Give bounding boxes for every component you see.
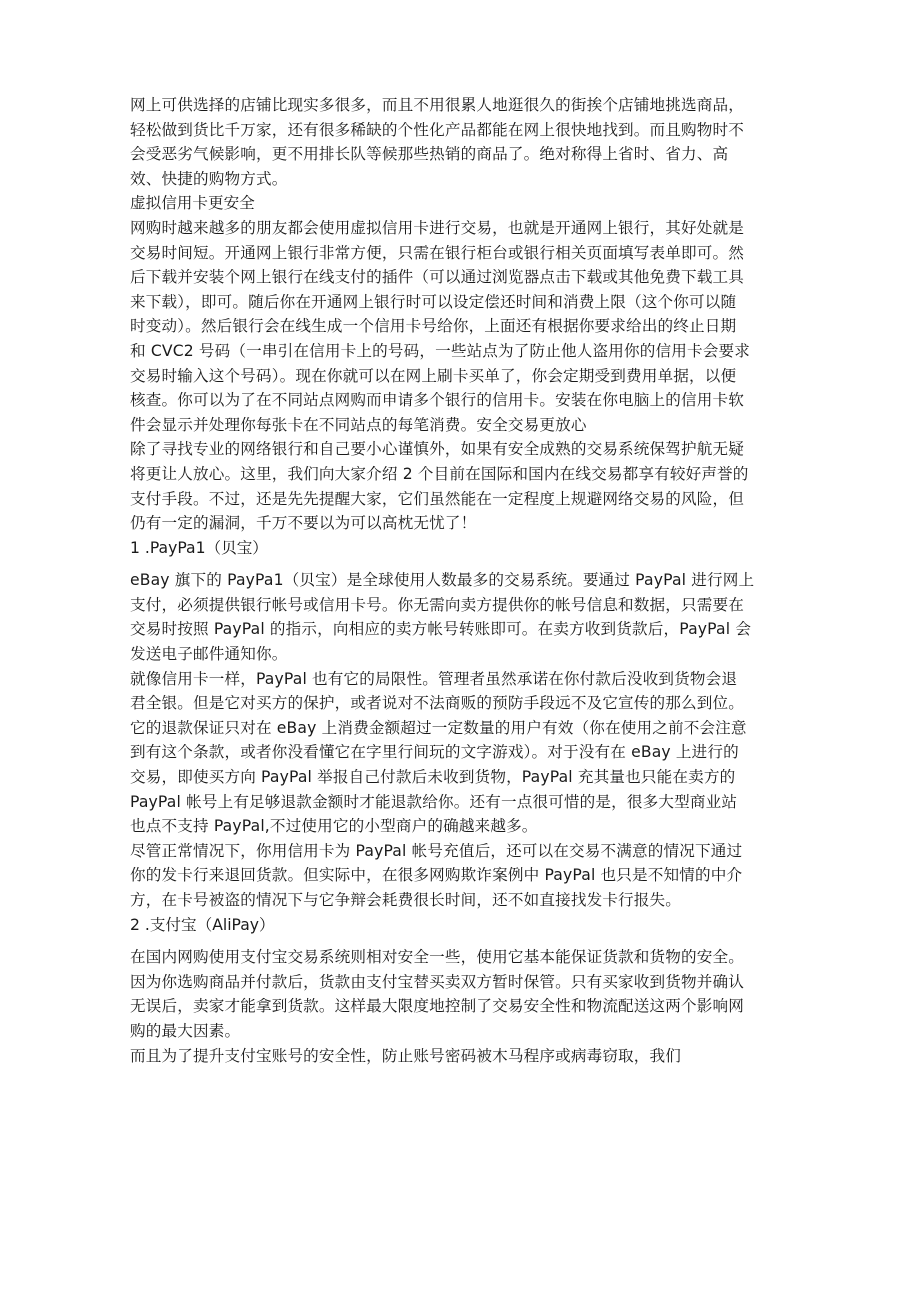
text-line: 就像信用卡一样，PayPal 也有它的局限性。管理者虽然承诺在你付款后没收到货物会退 — [130, 669, 738, 688]
text-line: 后下载并安装个网上银行在线支付的插件（可以通过浏览器点击下载或其他免费下载工具 — [130, 268, 745, 287]
paragraph — [130, 437, 798, 535]
paragraph — [130, 568, 798, 666]
section-heading: 1 .PayPa1（贝宝） — [130, 538, 268, 557]
text-line: 无误后，卖家才能拿到货款。这样最大限度地控制了交易安全性和物流配送这两个影响网 — [130, 997, 745, 1016]
text-line: 来下载），即可。随后你在开通网上银行时可以设定偿还时间和消费上限（这个你可以随 — [130, 292, 737, 311]
text-line: 在国内网购使用支付宝交易系统则相对安全一些，使用它基本能保证货款和货物的安全。 — [130, 948, 745, 967]
paragraph — [130, 93, 798, 191]
text-line: 尽管正常情况下，你用信用卡为 PayPal 帐号充值后，还可以在交易不满意的情况下通过 — [130, 841, 743, 860]
text-line: PayPal 帐号上有足够退款金额时才能退款给你。还有一点很可惜的是，很多大型商业站 — [130, 792, 738, 811]
spacer — [130, 560, 798, 568]
text-line: 支付手段。不过，还是先先提醒大家，它们虽然能在一定程度上规避网络交易的风险，但 — [130, 489, 745, 508]
text-line: 时变动）。然后银行会在线生成一个信用卡号给你，上面还有根据你要求给出的终止日期 — [130, 317, 737, 336]
text-line: 网上可供选择的店铺比现实多很多，而且不用很累人地逛很久的街挨个店铺地挑选商品， — [130, 96, 745, 114]
text-line: 也点不支持 PayPal,不过使用它的小型商户的确越来越多。 — [130, 817, 538, 836]
text-line: 因为你选购商品并付款后，货款由支付宝替买卖双方暂时保管。只有买家收到货物并确认 — [130, 972, 745, 991]
text-line: 将更让人放心。这里，我们向大家介绍 2 个目前在国际和国内在线交易都享有较好声誉的 — [130, 464, 749, 483]
text-line: eBay 旗下的 PayPa1（贝宝）是全球使用人数最多的交易系统。要通过 PayPal 进行网上 — [130, 571, 755, 590]
paragraph — [130, 839, 798, 913]
text-line: 而且为了提升支付宝账号的安全性，防止账号密码被木马程序或病毒窃取，我们 — [130, 1046, 682, 1065]
text-line: 交易时按照 PayPal 的指示，向相应的卖方帐号转账即可。在卖方收到货款后，PayPal 会 — [130, 620, 752, 639]
text-line: 支付，必须提供银行帐号或信用卡号。你无需向卖方提供你的帐号信息和数据，只需要在 — [130, 595, 745, 614]
text-line: 交易，即使买方向 PayPal 举报自己付款后未收到货物，PayPal 充其量也只能在卖方的 — [130, 768, 736, 787]
text-line: 仍有一定的漏洞，千万不要以为可以高枕无忧了！ — [130, 514, 477, 533]
text-line: 核查。你可以为了在不同站点网购而申请多个银行的信用卡。安装在你电脑上的信用卡软 — [130, 391, 745, 410]
text-line: 购的最大因素。 — [130, 1021, 241, 1040]
text-line: 它的退款保证只对在 eBay 上消费金额超过一定数量的用户有效（你在使用之前不会注意 — [130, 718, 747, 737]
text-line: 件会显示并处理你每张卡在不同站点的每笔消费。安全交易更放心 — [130, 415, 587, 434]
section-heading: 虚拟信用卡更安全 — [130, 194, 255, 213]
text-line: 发送电子邮件通知你。 — [130, 645, 288, 664]
text-line: 方，在卡号被盗的情况下与它争辩会耗费很长时间，还不如直接找发卡行报失。 — [130, 891, 682, 909]
text-line: 效、快捷的购物方式。 — [130, 169, 288, 188]
text-line: 君全银。但是它对买方的保护，或者说对不法商贩的预防手段远不及它宣传的那么到位。 — [130, 694, 745, 713]
text-line: 会受恶劣气候影响，更不用排长队等候那些热销的商品了。绝对称得上省时、省力、高 — [130, 145, 729, 164]
section-heading: 2 .支付宝（AliPay） — [130, 915, 275, 934]
document-body — [130, 93, 798, 1068]
text-line: 你的发卡行来退回货款。但实际中，在很多网购欺诈案例中 PayPal 也只是不知情的中介 — [130, 866, 743, 885]
paragraph — [130, 1044, 798, 1069]
text-line: 除了寻找专业的网络银行和自己要小心谨慎外，如果有安全成熟的交易系统保驾护航无疑 — [130, 440, 745, 459]
text-line: 交易时间短。开通网上银行非常方便，只需在银行柜台或银行相关页面填写表单即可。然 — [130, 243, 745, 262]
paragraph — [130, 216, 798, 437]
paragraph — [130, 945, 798, 1043]
text-line: 网购时越来越多的朋友都会使用虚拟信用卡进行交易，也就是开通网上银行，其好处就是 — [130, 218, 745, 237]
text-line: 到有这个条款，或者你没看懂它在字里行间玩的文字游戏）。对于没有在 eBay 上进行的 — [130, 743, 739, 762]
text-line: 交易时输入这个号码）。现在你就可以在网上刷卡买单了，你会定期受到费用单据，以便 — [130, 366, 737, 385]
spacer — [130, 937, 798, 945]
text-line: 和 CVC2 号码（一串引在信用卡上的号码，一些站点为了防止他人盗用你的信用卡会要求 — [130, 341, 750, 360]
text-line: 轻松做到货比千万家，还有很多稀缺的个性化产品都能在网上很快地找到。而且购物时不 — [130, 120, 745, 139]
paragraph — [130, 667, 798, 839]
